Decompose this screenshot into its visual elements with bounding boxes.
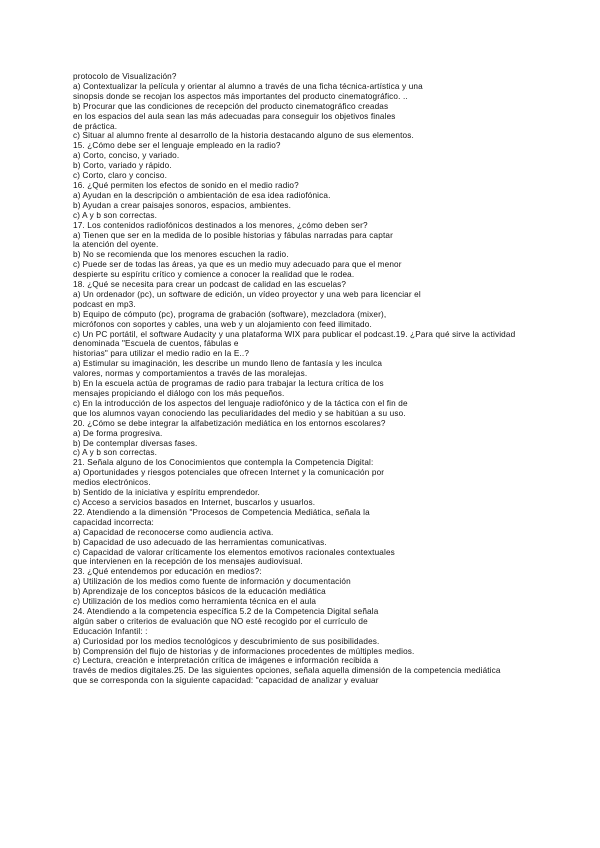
text-line: b) Aprendizaje de los conceptos básicos de la educación mediática (73, 587, 326, 597)
text-line: c) Un PC portátil, el software Audacity y una plataforma WIX para publicar el podcast.19. ¿Para qué sirve la actividad (73, 329, 516, 339)
text-line: micrófonos con soportes y cables, una web y un alojamiento con feed ilimitado. (73, 319, 372, 329)
text-line: capacidad incorrecta: (73, 517, 154, 527)
text-line: b) Sentido de la iniciativa y espíritu emprendedor. (73, 488, 260, 498)
text-line: historias" para utilizar el medio radio en la E..? (73, 349, 250, 359)
text-line: c) Acceso a servicios basados en Internet, buscarlos y usuarlos. (73, 497, 316, 507)
text-line: de práctica. (73, 121, 118, 131)
text-line: a) Contextualizar la película y orientar al alumno a través de una ficha técnica-artística y una (73, 81, 423, 91)
text-line: través de medios digitales.25. De las siguientes opciones, señala aquella dimensión de la competencia mediática (73, 666, 501, 676)
text-line: b) En la escuela actúa de programas de radio para trabajar la lectura crítica de los (73, 379, 384, 389)
text-line: despierte su espíritu crítico y comience a conocer la realidad que le rodea. (73, 270, 355, 280)
text-line: a) Utilización de los medios como fuente de información y documentación (73, 577, 351, 587)
text-line: c) Utilización de los medios como herramienta técnica en el aula (73, 597, 317, 607)
text-line: b) Capacidad de uso adecuado de las herramientas comunicativas. (73, 537, 327, 547)
text-line: mensajes propiciando el diálogo con los más pequeños. (73, 389, 285, 398)
text-line: c) Corto, claro y conciso. (73, 171, 167, 181)
text-line: 18. ¿Qué se necesita para crear un podcast de calidad en las escuelas? (73, 280, 347, 290)
text-line: c) Puede ser de todas las áreas, ya que es un medio muy adecuado para que el menor (73, 260, 402, 270)
text-line: denominada "Escuela de cuentos, fábulas e (73, 339, 239, 349)
text-line: c) Lectura, creación e interpretación crítica de imágenes e información recibida a (73, 656, 379, 666)
text-line: c) Capacidad de valorar críticamente los elementos emotivos racionales contextuales (73, 547, 395, 557)
text-line: Educación Infantil: : (73, 626, 148, 636)
text-line: c) En la introducción de los aspectos del lenguaje radiofónico y de la táctica con el fin de (73, 398, 408, 408)
text-line: a) Curiosidad por los medios tecnológicos y descubrimiento de sus posibilidades. (73, 636, 380, 646)
text-line: 24. Atendiendo a la competencia específica 5.2 de la Competencia Digital señala (73, 606, 379, 616)
text-line: c) A y b son correctas. (73, 448, 157, 458)
text-line: c) A y b son correctas. (73, 210, 157, 220)
text-line: 17. Los contenidos radiofónicos destinados a los menores, ¿cómo deben ser? (73, 220, 368, 230)
text-line: a) Capacidad de reconocerse como audiencia activa. (73, 527, 274, 537)
text-line: a) Un ordenador (pc), un software de edición, un vídeo proyector y una web para licenciar el (73, 289, 421, 299)
text-line: que se corresponda con la siguiente capacidad: "capacidad de analizar y evaluar (73, 676, 379, 686)
text-line: podcast en mp3. (73, 299, 136, 309)
text-line: algún saber o criterios de evaluación que NO esté recogido por el currículo de (73, 616, 368, 626)
text-line: b) No se recomienda que los menores escuchen la radio. (73, 250, 289, 260)
text-line: a) Estimular su imaginación, les describe un mundo lleno de fantasía y les inculca (73, 359, 383, 369)
text-line: b) Corto, variado y rápido. (73, 161, 172, 171)
text-line: a) De forma progresiva. (73, 428, 163, 438)
text-line: a) Oportunidades y riesgos potenciales que ofrecen Internet y la comunicación por (73, 468, 385, 478)
text-line: 20. ¿Cómo se debe integrar la alfabetización mediática en los entornos escolares? (73, 418, 386, 428)
text-line: b) Comprensión del flujo de historias y de informaciones procedentes de múltiples medios. (73, 646, 415, 656)
text-line: a) Corto, conciso, y variado. (73, 151, 180, 161)
text-line: 23. ¿Qué entendemos por educación en medios?: (73, 567, 262, 577)
text-line: b) Equipo de cómputo (pc), programa de grabación (software), mezcladora (mixer), (73, 309, 387, 319)
text-line: a) Ayudan en la descripción o ambientación de esa idea radiofónica. (73, 190, 331, 200)
text-line: sinopsis donde se recojan los aspectos más importantes del producto cinematográfico. .. (73, 91, 408, 101)
text-line: 16. ¿Qué permiten los efectos de sonido en el medio radio? (73, 180, 299, 190)
text-line: b) Procurar que las condiciones de recepción del producto cinematográfico creadas (73, 101, 389, 111)
text-line: 22. Atendiendo a la dimensión "Procesos de Competencia Mediática, señala la (73, 507, 370, 517)
text-line: c) Situar al alumno frente al desarrollo de la historia destacando alguno de sus elementos. (73, 131, 414, 141)
text-line: que los alumnos vayan conociendo las peculiaridades del medio y se habitúan a su uso. (73, 408, 406, 418)
text-line: valores, normas y comportamientos a través de las moralejas. (73, 369, 308, 379)
text-line: b) De contemplar diversas fases. (73, 438, 198, 448)
text-line: la atención del oyente. (73, 240, 159, 250)
text-line: protocolo de Visualización? (73, 72, 177, 81)
text-line: 21. Señala alguno de los Conocimientos que contempla la Competencia Digital: (73, 458, 374, 468)
text-line: a) Tienen que ser en la medida de lo posible historias y fábulas narradas para captar (73, 230, 393, 240)
text-line: b) Ayudan a crear paisajes sonoros, espacios, ambientes. (73, 200, 292, 210)
text-line: que intervienen en la recepción de los mensajes audiovisual. (73, 557, 303, 567)
text-line: medios electrónicos. (73, 478, 151, 488)
text-line: 15. ¿Cómo debe ser el lenguaje empleado en la radio? (73, 141, 281, 151)
text-line: en los espacios del aula sean las más adecuadas para conseguir los objetivos finales (73, 111, 396, 121)
